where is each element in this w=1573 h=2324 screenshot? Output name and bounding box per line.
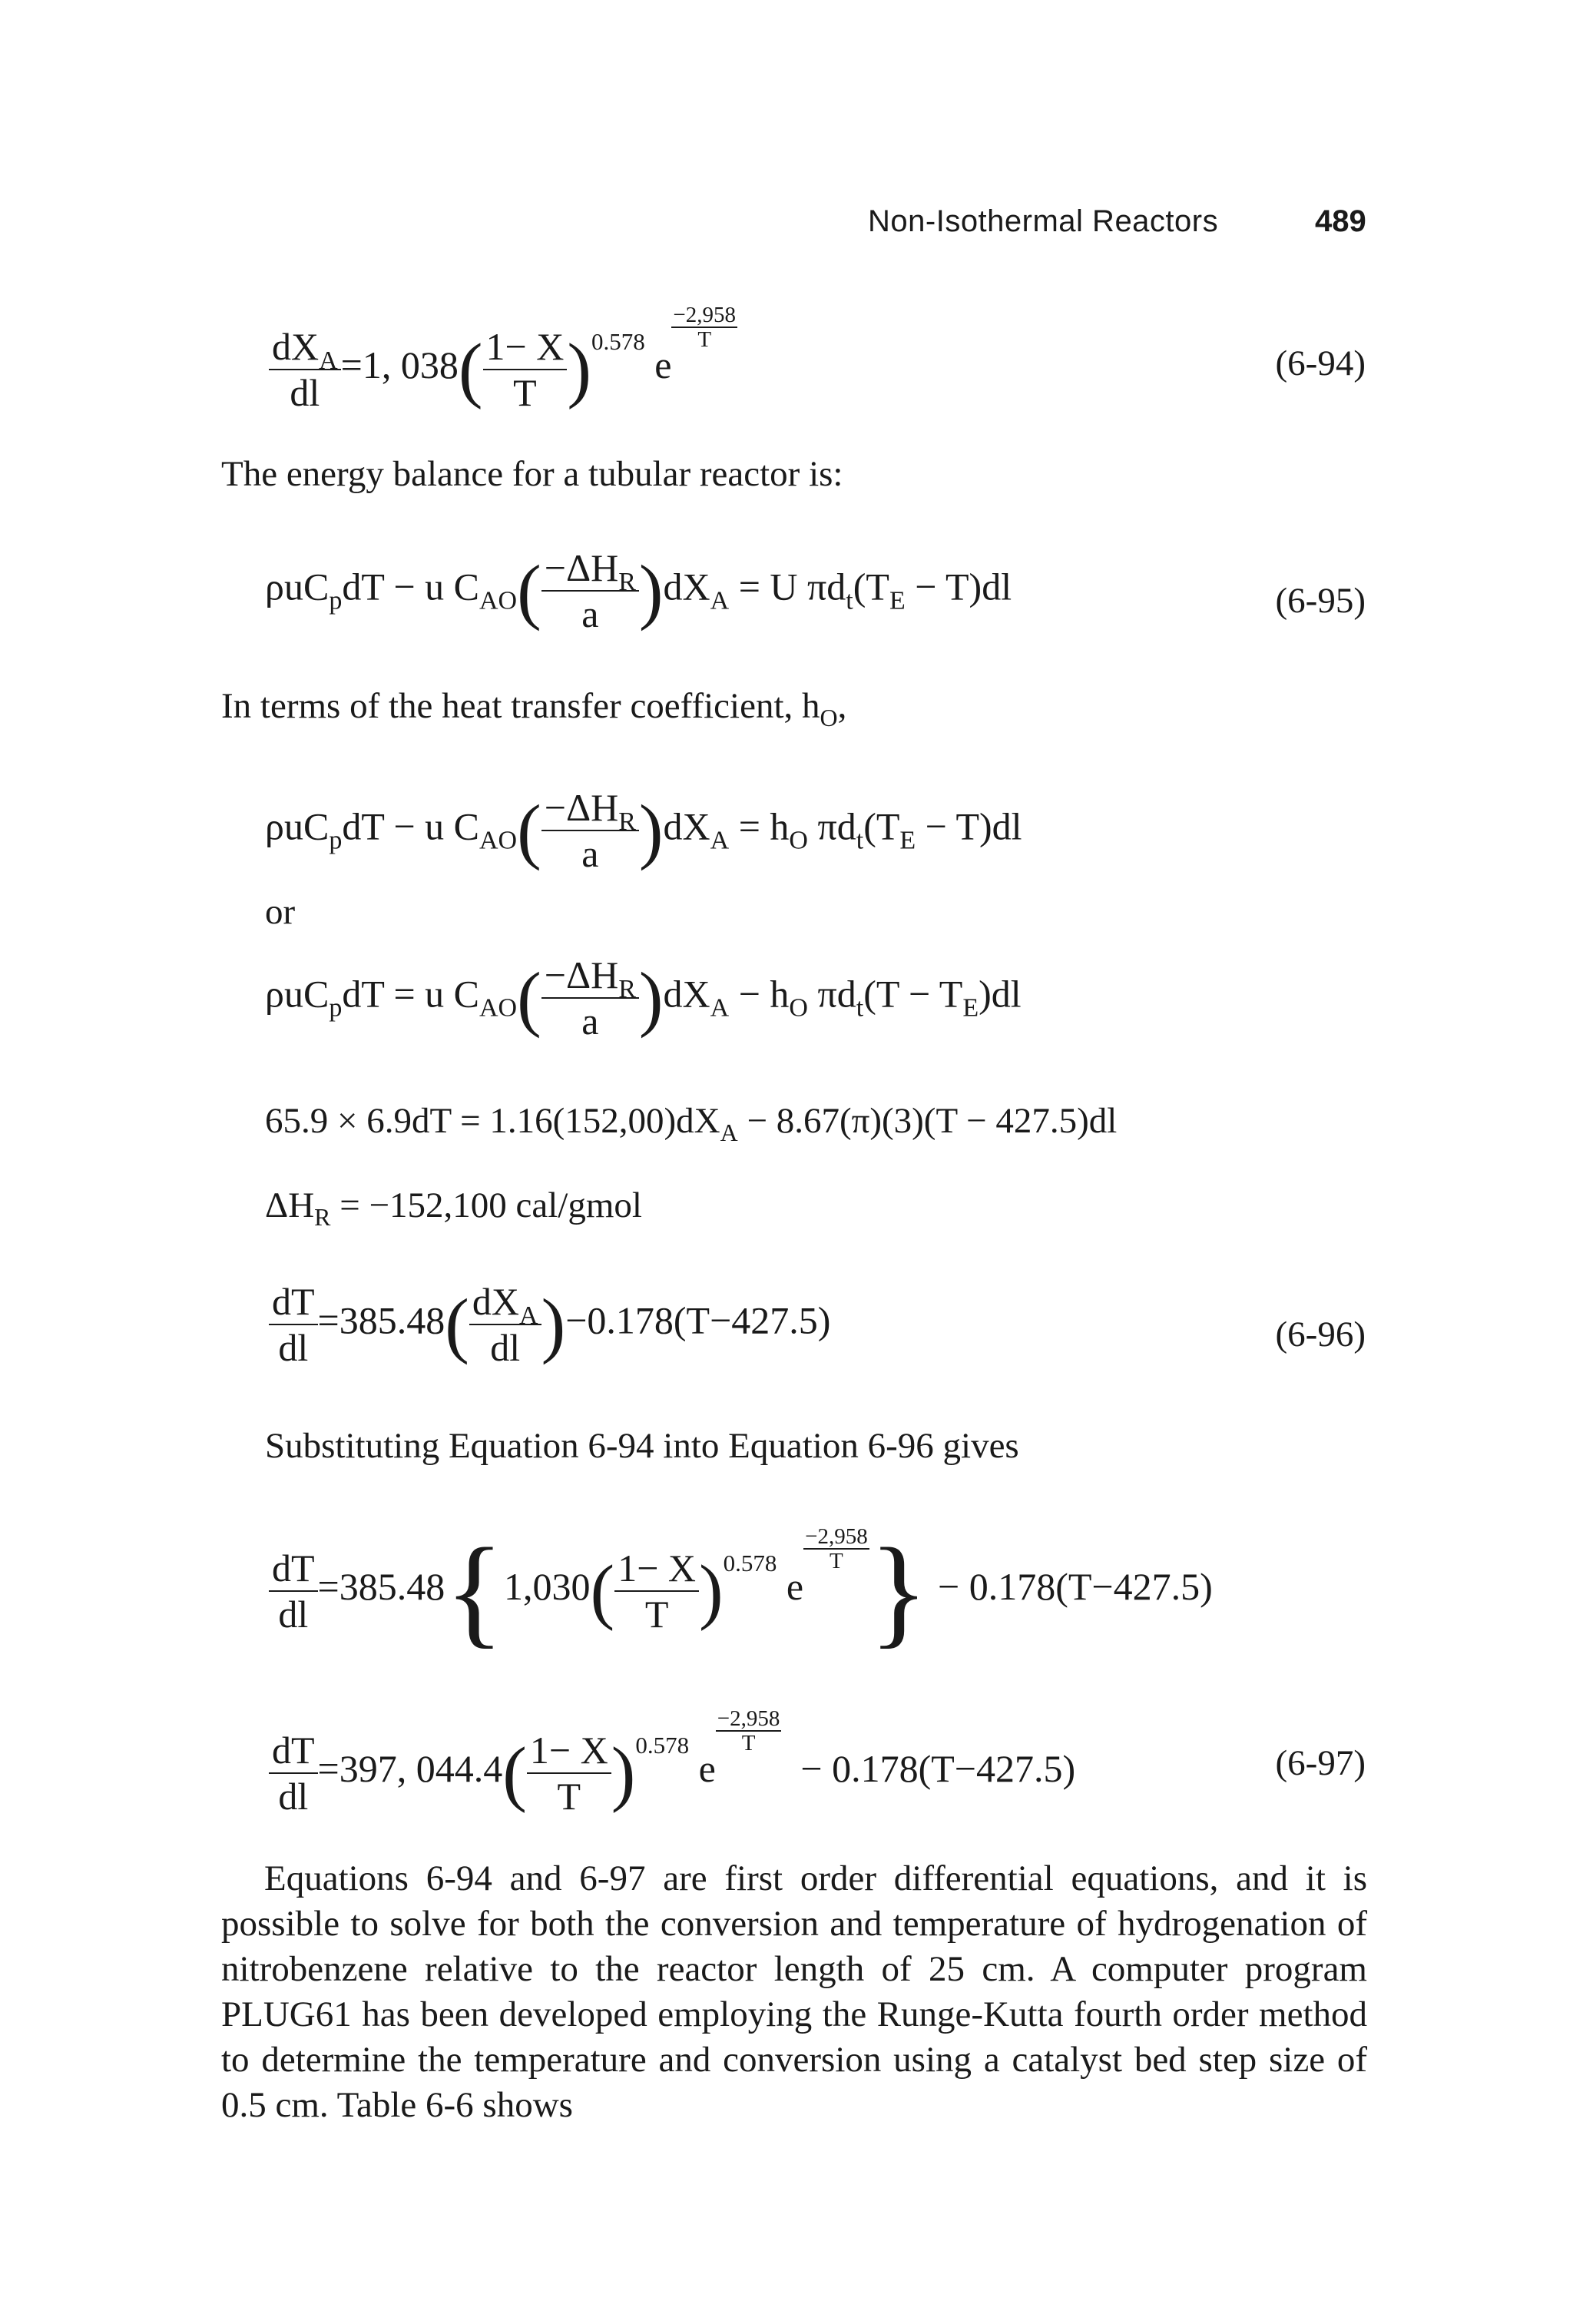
text-heat-transfer: [221, 685, 847, 732]
fraction: $\frac{dT}{dl}$: [269, 1728, 318, 1818]
equation-substituted: $\frac{dT}{dl}$ =385.48{1,030( $\frac{1- X}{T}$ )$^{0.578}$ e $\frac{-2,958}{T}$ } − 0.178(T−427.5): [269, 1525, 1213, 1636]
tail-term: −0.178(T−427.5): [565, 1298, 831, 1342]
text-span: In terms of the heat transfer coefficient, h: [221, 686, 820, 726]
numeric-substitution-line: [265, 1100, 1118, 1147]
fraction: $\frac{1- X}{T}$: [483, 324, 568, 415]
exponent: 0.578: [635, 1731, 690, 1759]
text-or: or: [265, 892, 296, 932]
text-energy-balance: The energy balance for a tubular reactor is:: [221, 454, 843, 494]
fraction: $\frac{-\Delta H_R}{a}$: [541, 785, 639, 876]
fraction: $\frac{-\Delta H_R}{a}$: [541, 953, 639, 1043]
coefficient: =385.48: [317, 1565, 445, 1609]
fraction: $\frac{dX_A}{dl}$: [469, 1279, 541, 1370]
coefficient: =385.48: [317, 1298, 445, 1342]
equation-number-6-96: (6-96): [1275, 1315, 1366, 1354]
exponential-power: $\frac{-2,958}{T}$: [673, 303, 737, 353]
fraction: $\frac{dX_A}{dl}$: [269, 324, 341, 415]
equation-number-6-97: (6-97): [1275, 1743, 1366, 1783]
fraction: $\frac{dT}{dl}$: [269, 1279, 318, 1370]
exponent-numerator: 2,958: [730, 1706, 780, 1731]
body-paragraph: [221, 1856, 1367, 2128]
exponent: 0.578: [591, 327, 645, 355]
exponential-power: $\frac{-2,958}{T}$: [805, 1524, 868, 1574]
text-span: = −152,100 cal/gmol: [330, 1185, 642, 1225]
subscript: O: [820, 704, 838, 732]
paragraph-text: Equations 6-94 and 6-97 are first order differential equations, and it is possible to solve for both the conversion and temperature of hydrogenation of nitrobenzene relative to the reactor length of 25 cm. A computer program PLUG61 has been developed employing the Runge-Kutta fourth order method to determine the temperature and conversion using a catalyst bed step size of 0.5 cm. Table 6-6 shows: [221, 1858, 1367, 2125]
equation-6-94: $\frac{dX_A}{dl}$ =1, 038( $\frac{1- X}{T}$ )$^{0.578}$ e $\frac{-2,958}{T}$: [269, 303, 737, 415]
inner-coefficient: 1,030: [504, 1565, 591, 1609]
equation-number-6-95: (6-95): [1275, 581, 1366, 621]
page-number: 489: [1315, 204, 1366, 238]
tail-term: − 0.178(T−427.5): [938, 1565, 1213, 1609]
coefficient: =1, 038: [340, 343, 459, 387]
fraction: $\frac{-\Delta H_R}{a}$: [541, 545, 639, 636]
subscript: A: [720, 1119, 738, 1147]
equation-6-96: $\frac{dT}{dl}$ =385.48( $\frac{dX_A}{dl}$ )−0.178(T−427.5): [269, 1279, 830, 1370]
fraction: $\frac{1- X}{T}$: [527, 1728, 611, 1818]
equation-heat-coefficient-form: ρuC$_p$dT − u $C_{AO}$( $\frac{-\Delta H_R}{a}$ )$dX_A = h_O$ $\pi d_t(T_E - T)dl$: [265, 786, 1022, 875]
exponential-power: $\frac{-2,958}{T}$: [717, 1706, 780, 1756]
exponent-numerator: 2,958: [685, 303, 737, 327]
equation-6-97: $\frac{dT}{dl}$ =397, 044.4( $\frac{1- X}{T}$ )$^{0.578}$ e $\frac{-2,958}{T}$ − 0.178(T−427.5): [269, 1707, 1075, 1818]
tail-term: − 0.178(T−427.5): [800, 1747, 1076, 1791]
equation-number-6-94: (6-94): [1275, 343, 1366, 383]
running-title: Non-Isothermal Reactors: [868, 204, 1219, 238]
text-span: − 8.67(π)(3)(T − 427.5)dl: [737, 1101, 1118, 1141]
exponent: 0.578: [723, 1549, 777, 1576]
subscript: R: [314, 1204, 331, 1232]
text-substituting: Substituting Equation 6-94 into Equation 6-96 gives: [265, 1426, 1019, 1466]
equation-rearranged: ρuC$_p$dT = u $C_{AO}$( $\frac{-\Delta H_R}{a}$ )$dX_A - h_O$ $\pi d_t(T - T_E)dl$: [265, 953, 1022, 1043]
fraction: $\frac{dT}{dl}$: [269, 1546, 318, 1636]
coefficient: =397, 044.4: [317, 1747, 503, 1791]
text-span: 65.9 × 6.9dT = 1.16(152,00)dX: [265, 1101, 720, 1141]
text-span: ΔH: [265, 1185, 315, 1225]
fraction: $\frac{1- X}{T}$: [614, 1546, 699, 1636]
exponent-numerator: 2,958: [817, 1524, 868, 1549]
delta-h-line: [265, 1185, 642, 1232]
equation-6-95: ρuC$_p$dT − u $C_{AO}$( $\frac{-\Delta H_R}{a}$ )$dX_A = U$ $\pi d_t(T_E - T)dl$: [265, 546, 1012, 635]
text-span: ,: [837, 686, 847, 726]
